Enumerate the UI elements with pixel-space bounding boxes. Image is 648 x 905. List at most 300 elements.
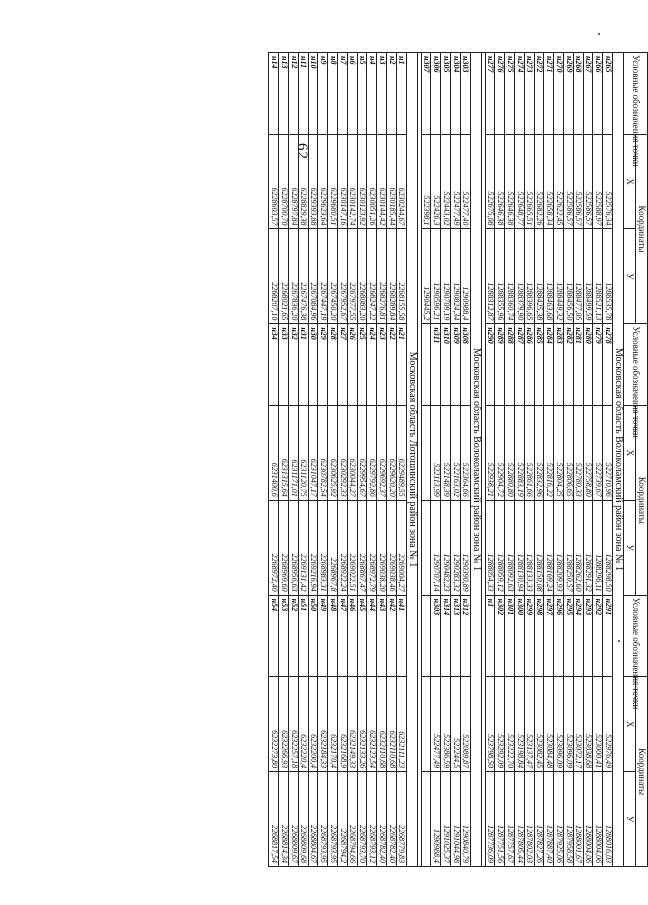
- y-cell: 1287751,56: [495, 772, 505, 867]
- table-row: [279, 53, 289, 867]
- x-cell: 522976,49: [603, 677, 613, 772]
- y-cell: 1290709,19: [441, 229, 451, 324]
- table-row: [564, 53, 574, 867]
- point-cell: н32: [289, 324, 299, 406]
- x-cell: 522806,65: [564, 405, 574, 500]
- x-cell: 522816,22: [544, 405, 554, 500]
- point-cell: н309: [451, 324, 461, 406]
- y-cell: 1288312,87: [485, 229, 495, 324]
- point-cell: н23: [377, 324, 387, 406]
- point-cell: н4: [367, 53, 377, 135]
- table-row: [583, 53, 593, 867]
- x-cell: 522163,02: [451, 405, 461, 500]
- y-cell: 1290707,14: [431, 500, 441, 595]
- point-cell: н265: [603, 53, 613, 135]
- point-cell: н281: [573, 324, 583, 406]
- y-cell: 2268793,12: [367, 772, 377, 867]
- y-cell: 1288535,78: [603, 229, 613, 324]
- table-row: [515, 53, 525, 867]
- y-cell: 1288296,11: [593, 500, 603, 595]
- x-cell: 6229680,51: [328, 134, 338, 229]
- y-cell: 2268983,31: [318, 500, 328, 595]
- x-cell: 522739,67: [593, 405, 603, 500]
- point-cell: н34: [269, 324, 279, 406]
- y-cell: 1290596,21: [431, 229, 441, 324]
- y-cell: 1290390,89: [460, 500, 470, 595]
- table-row: [347, 53, 357, 867]
- y-cell: 2269022,51: [347, 500, 357, 595]
- x-cell: 6230292,33: [338, 405, 348, 500]
- y-header: У: [624, 772, 636, 867]
- table-row: [308, 53, 318, 867]
- x-cell: 6230144,42: [377, 134, 387, 229]
- table-row: [603, 53, 613, 867]
- point-cell: н285: [534, 324, 544, 406]
- table-row: [554, 53, 564, 867]
- x-cell: 522113,99: [431, 405, 441, 500]
- x-cell: 522804,25: [554, 405, 564, 500]
- x-cell: 6232123,54: [367, 677, 377, 772]
- point-cell: н313: [451, 595, 461, 677]
- point-cell: н312: [460, 595, 470, 677]
- x-cell: 6230123,92: [357, 134, 367, 229]
- x-cell: 522710,96: [603, 405, 613, 500]
- table-row: [396, 53, 406, 867]
- point-cell: н51: [298, 595, 308, 677]
- y-cell: 1288209,93: [554, 500, 564, 595]
- point-cell: н44: [367, 595, 377, 677]
- point-cell: н314: [441, 595, 451, 677]
- x-cell: 6229954,67: [357, 405, 367, 500]
- y-cell: 2268155,58: [396, 229, 406, 324]
- y-cell: [421, 500, 431, 595]
- point-cell: н50: [308, 595, 318, 677]
- x-cell: 6232257,18: [289, 677, 299, 772]
- y-cell: 2268972,40: [269, 500, 279, 595]
- point-cell: н303: [431, 595, 441, 677]
- x-header: X: [624, 405, 636, 500]
- x-cell: 522622,45: [554, 134, 564, 229]
- point-cell: н1: [396, 53, 406, 135]
- y-cell: 1288092,63: [505, 500, 515, 595]
- x-cell: 522861,66: [524, 405, 534, 500]
- point-cell: н311: [431, 324, 441, 406]
- point-cell: н30: [308, 324, 318, 406]
- x-cell: 522089,87: [460, 677, 470, 772]
- y-cell: 1288379,90: [515, 229, 525, 324]
- y-cell: 1287925,06: [554, 772, 564, 867]
- y-cell: 1288456,50: [564, 229, 574, 324]
- y-cell: 2268814,34: [279, 772, 289, 867]
- x-cell: 523137,47: [524, 677, 534, 772]
- x-cell: 523096,09: [564, 677, 574, 772]
- y-cell: 1290482,23: [441, 500, 451, 595]
- x-cell: 6229792,86: [367, 405, 377, 500]
- point-cell: н28: [328, 324, 338, 406]
- y-cell: 2268956,63: [289, 500, 299, 595]
- y-cell: 1288499,59: [583, 229, 593, 324]
- x-header: X: [624, 677, 636, 772]
- coords-header: Координаты: [636, 405, 648, 595]
- point-cell: н300: [515, 595, 525, 677]
- point-cell: н10: [308, 53, 318, 135]
- y-cell: 1287887,40: [544, 772, 554, 867]
- x-cell: 6228603,57: [269, 134, 279, 229]
- y-cell: 1288250,57: [564, 500, 574, 595]
- section-title: Московская область Лотошинский район зона № 1: [406, 53, 417, 867]
- x-cell: 522477,49: [451, 134, 461, 229]
- x-cell: 522780,33: [573, 405, 583, 500]
- point-cell: н287: [515, 324, 525, 406]
- point-cell: н308: [460, 324, 470, 406]
- x-cell: 6230185,44: [387, 134, 397, 229]
- section-gap: [481, 53, 485, 867]
- y-cell: 2268922,24: [338, 500, 348, 595]
- y-cell: 1287958,58: [564, 772, 574, 867]
- point-cell: н269: [564, 53, 574, 135]
- y-cell: 1291044,98: [451, 772, 461, 867]
- table-row: [289, 53, 299, 867]
- point-cell: н14: [269, 53, 279, 135]
- point-cell: н271: [544, 53, 554, 135]
- y-cell: 2268969,60: [279, 500, 289, 595]
- x-cell: 6230051,26: [367, 134, 377, 229]
- x-cell: 522148,39: [441, 405, 451, 500]
- point-cell: н284: [544, 324, 554, 406]
- table-row: [573, 53, 583, 867]
- gap-cell: [417, 53, 421, 867]
- y-cell: 1290840,79: [460, 772, 470, 867]
- table-row: [534, 53, 544, 867]
- y-cell: 1288262,60: [573, 500, 583, 595]
- point-cell: н6: [347, 53, 357, 135]
- point-cell: н275: [505, 53, 515, 135]
- y-cell: 1288360,74: [505, 229, 515, 324]
- point-cell: н53: [279, 595, 289, 677]
- x-cell: 522646,38: [505, 134, 515, 229]
- point-cell: н46: [347, 595, 357, 677]
- header-row-1: [636, 53, 648, 867]
- x-cell: 522675,08: [485, 134, 495, 229]
- point-cell: н266: [593, 53, 603, 135]
- point-cell: н282: [564, 324, 574, 406]
- x-cell: 6230782,54: [318, 405, 328, 500]
- coordinates-table: [269, 52, 648, 867]
- x-cell: 6230044,27: [347, 405, 357, 500]
- table-row: [460, 53, 470, 867]
- y-cell: 1288396,65: [524, 229, 534, 324]
- x-cell: 522880,80: [505, 405, 515, 500]
- point-cell: н303: [460, 53, 470, 135]
- point-cell: н3: [377, 53, 387, 135]
- y-cell: 2268782,40: [377, 772, 387, 867]
- point-cell: н2: [387, 53, 397, 135]
- y-cell: 1287757,67: [505, 772, 515, 867]
- point-cell: н25: [357, 324, 367, 406]
- x-cell: 522576,34: [603, 134, 613, 229]
- table-row: [421, 53, 431, 867]
- x-cell: 522586,57: [573, 134, 583, 229]
- point-cell: н21: [396, 324, 406, 406]
- point-cell: н288: [505, 324, 515, 406]
- y-cell: 2269216,94: [308, 500, 318, 595]
- x-cell: 6232170,4: [328, 677, 338, 772]
- x-cell: 6228700,70: [279, 134, 289, 229]
- y-cell: 1290283,32: [451, 500, 461, 595]
- point-cell: н13: [279, 53, 289, 135]
- x-cell: 522665,51: [524, 134, 534, 229]
- y-cell: 1288355,96: [495, 229, 505, 324]
- y-cell: 1290824,34: [451, 229, 461, 324]
- x-cell: 6229489,55: [396, 405, 406, 500]
- point-cell: н276: [495, 53, 505, 135]
- point-cell: н42: [387, 595, 397, 677]
- point-cell: н292: [593, 595, 603, 677]
- rotated-page: [54, 52, 648, 867]
- point-cell: н283: [554, 324, 564, 406]
- x-cell: 523082,45: [534, 677, 544, 772]
- scan-speck: [598, 33, 600, 35]
- point-cell: н1: [485, 595, 495, 677]
- point-cell: н22: [387, 324, 397, 406]
- point-cell: н11: [298, 53, 308, 135]
- point-cell: н41: [396, 595, 406, 677]
- x-cell: 523798,50: [485, 677, 495, 772]
- y-cell: 1288425,38: [534, 229, 544, 324]
- point-cell: н54: [269, 595, 279, 677]
- point-cell: н306: [431, 53, 441, 135]
- point-cell: н52: [289, 595, 299, 677]
- table-body: [269, 53, 624, 867]
- y-cell: 1288130,94: [515, 500, 525, 595]
- y-cell: 2268817,54: [269, 772, 279, 867]
- y-cell: 1290988,4: [460, 229, 470, 324]
- point-cell: н268: [573, 53, 583, 135]
- y-cell: 2268972,79: [367, 500, 377, 595]
- point-cell: н5: [357, 53, 367, 135]
- x-cell: 523292,09: [495, 677, 505, 772]
- point-cell: н278: [603, 324, 613, 406]
- point-cell: н307: [421, 53, 431, 135]
- y-cell: 2268247,22: [367, 229, 377, 324]
- x-cell: 522364,66: [460, 405, 470, 500]
- point-cell: н277: [485, 53, 495, 135]
- header-row-2: [624, 53, 636, 867]
- point-cell: н279: [593, 324, 603, 406]
- y-cell: 2267952,67: [338, 229, 348, 324]
- point-cell: [421, 324, 431, 406]
- y-cell: 2268809,68: [298, 772, 308, 867]
- y-cell: 1288004,06: [583, 772, 593, 867]
- x-cell: 6229393,88: [308, 134, 318, 229]
- table-row: [298, 53, 308, 867]
- x-cell: 6229692,37: [377, 405, 387, 500]
- y-cell: 2268207,10: [269, 229, 279, 324]
- y-cell: 1288133,33: [524, 500, 534, 595]
- x-cell: 522586,57: [583, 134, 593, 229]
- point-cell: н298: [534, 595, 544, 677]
- point-cell: н273: [524, 53, 534, 135]
- y-cell: 1288001,67: [573, 772, 583, 867]
- x-cell: 6232220,4: [298, 677, 308, 772]
- y-cell: [421, 772, 431, 867]
- table-row: [431, 53, 441, 867]
- y-cell: 2268809,67: [289, 772, 299, 867]
- x-cell: 6230244,67: [396, 134, 406, 229]
- y-cell: 2269004,27: [396, 500, 406, 595]
- point-cell: н293: [583, 595, 593, 677]
- point-cell: н302: [495, 595, 505, 677]
- y-cell: 2268276,81: [377, 229, 387, 324]
- point-label-header: Условные обозначения точки: [624, 324, 648, 406]
- table-row: [505, 53, 515, 867]
- point-cell: н304: [451, 53, 461, 135]
- x-cell: 6232149,33: [347, 677, 357, 772]
- coords-header: Координаты: [636, 677, 648, 867]
- y-cell: 2268793,95: [328, 772, 338, 867]
- point-cell: н48: [328, 595, 338, 677]
- x-cell: 523038,68: [583, 677, 593, 772]
- point-cell: н9: [318, 53, 328, 135]
- x-cell: 523084,48: [544, 677, 554, 772]
- y-cell: 2268804,67: [308, 772, 318, 867]
- y-cell: 1288298,50: [603, 500, 613, 595]
- x-cell: 6231171,01: [289, 405, 299, 500]
- point-cell: н49: [318, 595, 328, 677]
- y-cell: 2268793,95: [318, 772, 328, 867]
- x-cell: 522398,1: [421, 134, 431, 229]
- point-cell: н291: [603, 595, 613, 677]
- x-cell: 6229623,64: [318, 134, 328, 229]
- y-cell: 1288521,13: [593, 229, 603, 324]
- x-cell: 522588,97: [593, 134, 603, 229]
- point-cell: н31: [298, 324, 308, 406]
- point-cell: н8: [328, 53, 338, 135]
- x-cell: 522586,57: [564, 134, 574, 229]
- x-cell: 6231120,75: [298, 405, 308, 500]
- y-cell: 1288449,32: [554, 229, 564, 324]
- x-cell: 522477,40: [460, 134, 470, 229]
- y-cell: 1291025,37: [441, 772, 451, 867]
- point-cell: н7: [338, 53, 348, 135]
- y-cell: 1287802,03: [524, 772, 534, 867]
- table-row: [495, 53, 505, 867]
- x-cell: 523198,84: [515, 677, 525, 772]
- y-cell: 1287736,09: [485, 772, 495, 867]
- table-row: [338, 53, 348, 867]
- y-cell: 2268794,2: [338, 772, 348, 867]
- point-cell: н272: [534, 53, 544, 135]
- x-header: X: [624, 134, 636, 229]
- point-cell: н274: [515, 53, 525, 135]
- table-row: [387, 53, 397, 867]
- table-row: [544, 53, 554, 867]
- x-cell: 6231315,64: [279, 405, 289, 500]
- point-cell: н297: [544, 595, 554, 677]
- point-cell: [421, 595, 431, 677]
- point-cell: н299: [524, 595, 534, 677]
- x-cell: 522443,02: [441, 134, 451, 229]
- y-cell: 2268782,40: [387, 772, 397, 867]
- y-cell: 2269038,46: [387, 500, 397, 595]
- point-cell: н43: [377, 595, 387, 677]
- x-cell: 6232110,68: [377, 677, 387, 772]
- table-row: [441, 53, 451, 867]
- section-title: Московская область Волоколамский район зона № 1: [613, 53, 624, 867]
- x-cell: 523222,70: [505, 677, 515, 772]
- y-cell: 2268289,84: [387, 229, 397, 324]
- point-label-header: Условные обозначения точки: [624, 53, 648, 135]
- x-cell: 6232273,80: [269, 677, 279, 772]
- y-cell: 1288059,12: [495, 500, 505, 595]
- y-cell: 1288016,03: [603, 772, 613, 867]
- x-cell: 6232110,68: [387, 677, 397, 772]
- table-row: [357, 53, 367, 867]
- y-cell: 2268021,65: [279, 229, 289, 324]
- y-header: У: [624, 229, 636, 324]
- x-cell: 6230142,74: [347, 134, 357, 229]
- point-cell: н45: [357, 595, 367, 677]
- y-cell: 2267447,19: [318, 229, 328, 324]
- point-cell: н305: [441, 53, 451, 135]
- point-cell: н310: [441, 324, 451, 406]
- y-cell: 2268967,8: [328, 500, 338, 595]
- point-cell: н295: [564, 595, 574, 677]
- point-cell: н27: [338, 324, 348, 406]
- point-cell: н290: [485, 324, 495, 406]
- y-cell: 2267476,38: [298, 229, 308, 324]
- x-cell: 522938,21: [485, 405, 495, 500]
- table-row: [367, 53, 377, 867]
- y-cell: 1288463,68: [544, 229, 554, 324]
- y-cell: 2269131,42: [298, 500, 308, 595]
- gap-cell: [481, 53, 485, 867]
- y-cell: 2267836,20: [289, 229, 299, 324]
- y-cell: 1288291,32: [583, 500, 593, 595]
- point-cell: н280: [583, 324, 593, 406]
- section-title-row: [613, 53, 624, 867]
- coords-header: Координаты: [636, 134, 648, 324]
- point-cell: н289: [495, 324, 505, 406]
- y-cell: 1288169,24: [544, 500, 554, 595]
- x-cell: 6230147,16: [338, 134, 348, 229]
- x-cell: 6230625,92: [328, 405, 338, 500]
- y-cell: 2268867,47: [357, 500, 367, 595]
- x-cell: 523000,41: [593, 677, 603, 772]
- x-cell: 6232133,26: [357, 677, 367, 772]
- table-row: [524, 53, 534, 867]
- table-row: [269, 53, 279, 867]
- point-cell: н26: [347, 324, 357, 406]
- y-cell: 1288477,05: [573, 229, 583, 324]
- table-row: [485, 53, 495, 867]
- point-cell: н286: [524, 324, 534, 406]
- y-cell: 2268083,20: [357, 229, 367, 324]
- y-cell: 1290445,2: [421, 229, 431, 324]
- x-cell: 522386,59: [441, 677, 451, 772]
- page-number: 62: [294, 143, 310, 160]
- x-cell: 6232200,4: [308, 677, 318, 772]
- y-cell: 1287827,26: [534, 772, 544, 867]
- table-row: [593, 53, 603, 867]
- y-header: У: [624, 500, 636, 595]
- y-cell: 2268794,66: [347, 772, 357, 867]
- table-row: [328, 53, 338, 867]
- x-cell: 6232168,9: [338, 677, 348, 772]
- x-cell: 523072,17: [573, 677, 583, 772]
- point-cell: н47: [338, 595, 348, 677]
- point-cell: н29: [318, 324, 328, 406]
